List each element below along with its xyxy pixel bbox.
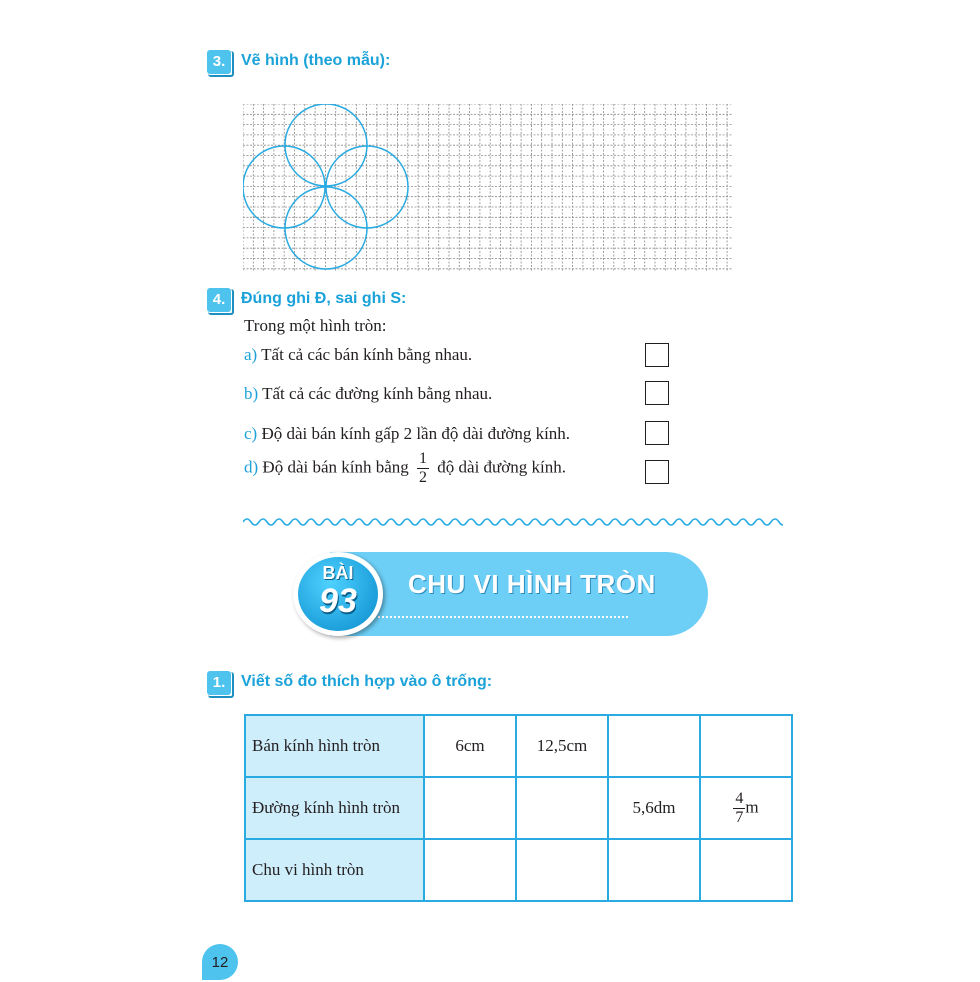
fraction-denominator: 2 (419, 469, 428, 486)
lesson-badge (293, 552, 383, 636)
fraction-one-half (417, 450, 429, 487)
fraction-four-sevenths (733, 790, 745, 827)
answer-box-a[interactable] (645, 343, 669, 367)
answer-cell[interactable] (424, 839, 516, 901)
statement-c-letter: c) (244, 424, 258, 443)
fraction-numerator: 4 (735, 789, 744, 807)
exercise-3-number: 3. (207, 50, 231, 74)
row-header-radius: Bán kính hình tròn (245, 715, 424, 777)
answer-cell[interactable] (424, 777, 516, 839)
answer-cell[interactable] (700, 839, 792, 901)
exercise-1-number: 1. (207, 671, 231, 695)
table-row-radius (245, 715, 792, 777)
exercise-4-intro: Trong một hình tròn: (244, 316, 387, 335)
table-row-diameter (245, 777, 792, 839)
answer-box-d[interactable] (645, 460, 669, 484)
answer-cell[interactable] (516, 839, 608, 901)
fraction-numerator: 1 (419, 450, 428, 467)
exercise-1-title: Viết số đo thích hợp vào ô trống: (241, 673, 493, 690)
answer-cell[interactable] (608, 715, 700, 777)
answer-cell[interactable] (516, 777, 608, 839)
answer-cell[interactable] (700, 715, 792, 777)
statement-d-text-before: Độ dài bán kính bằng (262, 457, 409, 477)
exercise-4-title: Đúng ghi Đ, sai ghi S: (241, 290, 407, 307)
statement-c-text: Độ dài bán kính gấp 2 lần độ dài đường kính. (261, 424, 571, 443)
statement-b-text: Tất cả các đường kính bằng nhau. (262, 384, 493, 403)
table-row-circumference (245, 839, 792, 901)
exercise-3-title: Vẽ hình (theo mẫu): (241, 52, 391, 69)
wavy-divider (243, 515, 783, 529)
lesson-number: 93 (319, 582, 357, 620)
statement-a (244, 345, 472, 365)
lesson-title-underline (378, 616, 628, 618)
drawing-grid (243, 104, 733, 272)
statement-d-text-after: độ dài đường kính. (437, 457, 566, 477)
statement-b-letter: b) (244, 384, 259, 403)
statement-c (244, 424, 570, 444)
statement-a-letter: a) (244, 345, 258, 364)
cell-fraction (700, 777, 792, 839)
cell: 6cm (424, 715, 516, 777)
lesson-title: CHU VI HÌNH TRÒN (408, 569, 656, 599)
answer-cell[interactable] (608, 839, 700, 901)
cell: 12,5cm (516, 715, 608, 777)
exercise-4-number: 4. (207, 288, 231, 312)
row-header-diameter: Đường kính hình tròn (245, 777, 424, 839)
statement-d (244, 450, 566, 487)
row-header-circumference: Chu vi hình tròn (245, 839, 424, 901)
cell: 5,6dm (608, 777, 700, 839)
lesson-label: BÀI (322, 563, 354, 583)
statement-a-text: Tất cả các bán kính bằng nhau. (261, 345, 473, 364)
circle-measurement-table (244, 714, 793, 902)
page-number: 12 (202, 944, 238, 980)
statement-d-letter: d) (244, 457, 259, 477)
answer-box-b[interactable] (645, 381, 669, 405)
statement-b (244, 384, 492, 404)
fraction-denominator: 7 (735, 808, 744, 826)
fraction-unit: m (745, 796, 759, 816)
answer-box-c[interactable] (645, 421, 669, 445)
